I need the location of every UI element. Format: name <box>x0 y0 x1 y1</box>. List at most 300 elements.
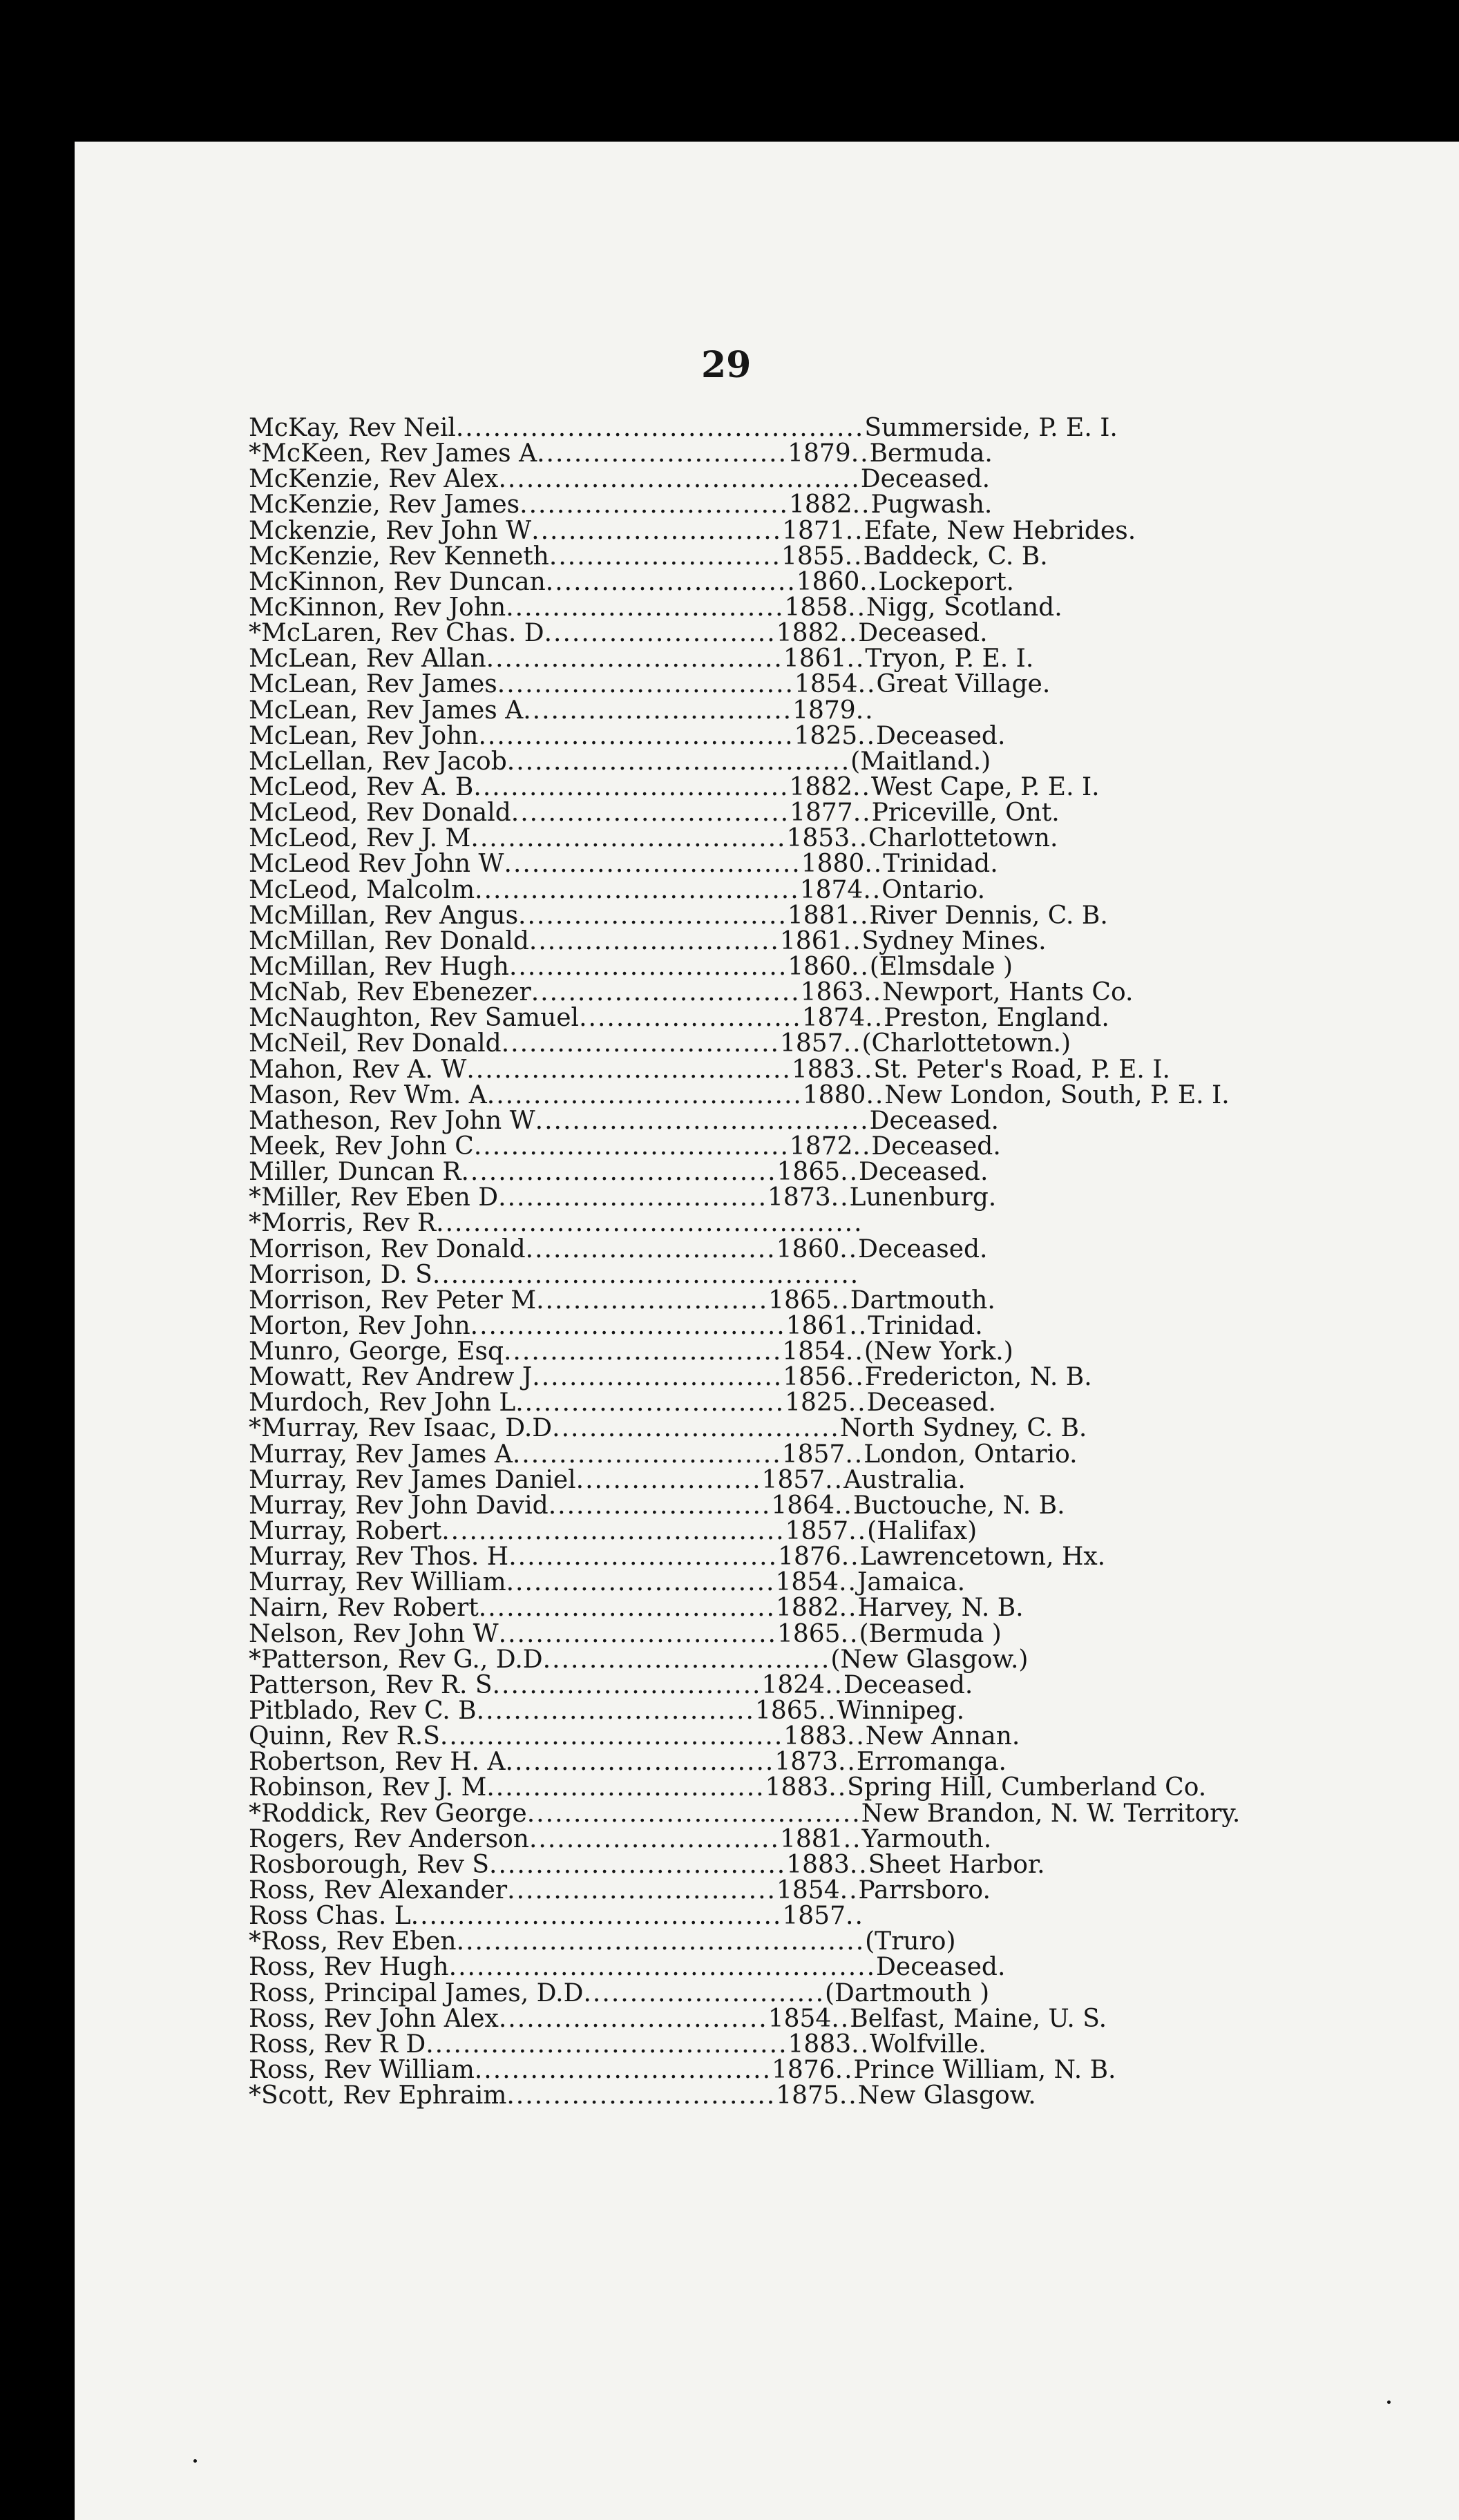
leader-dots: .. <box>851 2030 870 2059</box>
entry-year: 1825 <box>794 721 858 750</box>
leader-dots: .............................................. <box>448 1953 877 1982</box>
entry-name: McNaughton, Rev Samuel <box>249 1004 580 1033</box>
entry-year: 1858 <box>784 593 848 622</box>
register-entry <box>249 518 1423 544</box>
register-entry <box>249 1878 1423 1903</box>
entry-year: 1877 <box>790 799 853 828</box>
entry-year: 1882 <box>775 1594 839 1623</box>
leader-dots: ........................... <box>528 1824 780 1853</box>
leader-dots: .. <box>850 824 869 853</box>
leader-dots: .. <box>825 1465 844 1494</box>
leader-dots: ............................. <box>498 1183 768 1212</box>
register-entry <box>249 1903 1423 1929</box>
register-entry <box>249 671 1423 697</box>
register-entry <box>249 1543 1423 1572</box>
register-entry <box>249 415 1423 441</box>
entry-place: Sydney Mines. <box>861 926 1047 955</box>
entry-place: Harvey, N. B. <box>857 1594 1024 1623</box>
entry-place: Pugwash. <box>870 490 993 519</box>
leader-dots: .. <box>839 1876 859 1905</box>
entry-name: McLellan, Rev Jacob <box>249 747 507 776</box>
leader-dots: .. <box>846 1363 865 1392</box>
leader-dots: ....................................... <box>498 465 861 494</box>
register-entry <box>249 645 1423 674</box>
leader-dots: ............................. <box>505 1748 775 1777</box>
leader-dots: .. <box>849 1850 868 1879</box>
entry-name: Ross, Rev William <box>249 2056 475 2084</box>
register-entry <box>249 877 1423 903</box>
entry-name: McKay, Rev Neil <box>249 414 456 442</box>
entry-name: Patterson, Rev R. S <box>249 1670 493 1699</box>
entry-name: Morrison, Rev Peter M <box>249 1286 537 1315</box>
register-entry <box>249 1595 1423 1621</box>
leader-dots: .. <box>843 926 862 955</box>
entry-place: Newport, Hants Co. <box>882 978 1134 1007</box>
leader-dots: .. <box>848 1517 868 1546</box>
leader-dots: .. <box>831 2004 850 2033</box>
entry-place: Lockeport. <box>878 567 1014 596</box>
entry-year: 1857 <box>780 1029 843 1058</box>
leader-dots: .. <box>850 952 870 981</box>
ink-speck <box>1387 2400 1391 2404</box>
register-entry <box>249 1569 1423 1595</box>
leader-dots: ........................... <box>525 1234 776 1263</box>
entry-year: 1864 <box>771 1491 835 1520</box>
leader-dots: ........................... <box>528 926 780 955</box>
leader-dots: ........................... <box>531 516 783 545</box>
entry-name: Pitblado, Rev C. B <box>249 1697 477 1726</box>
entry-name: Mckenzie, Rev John W <box>249 516 532 545</box>
leader-dots: ..................................... <box>441 1517 785 1546</box>
leader-dots: .................................. <box>473 772 790 801</box>
entry-year: 1860 <box>796 567 860 596</box>
entry-year: 1863 <box>800 978 864 1007</box>
entry-place: New Glasgow. <box>857 2081 1036 2110</box>
entry-place: Charlottetown. <box>868 824 1058 853</box>
entry-year: 1871 <box>782 516 846 545</box>
entry-name: *Miller, Rev Eben D <box>249 1183 499 1212</box>
register-entry <box>249 1929 1423 1954</box>
leader-dots: .. <box>850 901 870 930</box>
entry-name: Morrison, Rev Donald <box>249 1234 526 1263</box>
entry-name: McKinnon, Rev Duncan <box>249 567 546 596</box>
leader-dots: ............................. <box>508 1543 779 1572</box>
leader-dots: ............................. <box>506 1568 776 1597</box>
leader-dots: .............................. <box>503 1337 783 1366</box>
entry-name: Quinn, Rev R.S <box>249 1722 440 1751</box>
entry-name: Ross, Rev R D <box>249 2030 426 2059</box>
leader-dots: .................................... <box>535 1106 870 1135</box>
leader-dots: .. <box>830 1183 850 1212</box>
entry-name: Murray, Rev Thos. H <box>249 1543 509 1572</box>
leader-dots: .................................. <box>470 824 787 853</box>
leader-dots: ................................ <box>504 850 801 879</box>
entry-name: Murray, Robert <box>249 1517 442 1546</box>
register-entry <box>249 1954 1423 1980</box>
leader-dots: .............................. <box>486 1773 765 1802</box>
entry-place: Deceased. <box>843 1670 973 1699</box>
leader-dots: .............................. <box>511 799 790 828</box>
entry-place: (Halifax) <box>867 1517 978 1546</box>
entry-year: 1861 <box>779 926 843 955</box>
entry-place: Parrsboro. <box>858 1876 991 1905</box>
entry-place: Dartmouth. <box>850 1286 995 1315</box>
register-entry <box>249 1388 1423 1418</box>
entry-year: 1857 <box>761 1465 826 1494</box>
leader-dots: .................................. <box>473 1132 790 1161</box>
register-entry <box>249 723 1423 749</box>
entry-year: 1865 <box>768 1286 832 1315</box>
entry-place: Buctouche, N. B. <box>852 1491 1065 1520</box>
entry-year: 1860 <box>788 952 851 981</box>
register-entry <box>249 1082 1423 1108</box>
entry-place: Deceased. <box>859 1158 989 1187</box>
entry-place: London, Ontario. <box>864 1440 1078 1469</box>
leader-dots: .. <box>864 978 883 1007</box>
entry-place: Efate, New Hebrides. <box>864 516 1136 545</box>
entry-name: McMillan, Rev Angus <box>249 901 519 930</box>
entry-place: Trinidad. <box>883 850 998 879</box>
entry-year: 1854 <box>767 2004 832 2033</box>
entry-name: Murray, Rev William <box>249 1568 506 1597</box>
entry-year: 1883 <box>791 1055 855 1084</box>
leader-dots: ............................. <box>531 978 801 1007</box>
leader-dots: .. <box>835 2056 854 2084</box>
entry-year: 1825 <box>785 1388 848 1418</box>
entry-name: McLean, Rev James A <box>249 696 524 725</box>
leader-dots: .................................. <box>461 1158 777 1187</box>
leader-dots: ........................... <box>545 567 797 596</box>
entry-place: Baddeck, C. B. <box>863 542 1048 571</box>
register-entry <box>249 1467 1423 1493</box>
register-entry <box>249 799 1423 828</box>
leader-dots: .. <box>844 542 864 571</box>
entry-place: Deceased. <box>866 1388 996 1418</box>
entry-name: McLean, Rev John <box>249 721 479 750</box>
leader-dots: ............................. <box>506 2081 776 2110</box>
entry-year: 1824 <box>761 1670 826 1699</box>
register-entry <box>249 1057 1423 1082</box>
entry-place: Spring Hill, Cumberland Co. <box>847 1773 1207 1802</box>
leader-dots: ............................. <box>507 1876 776 1905</box>
register-entry <box>249 1647 1423 1672</box>
register-entry <box>249 2006 1423 2032</box>
entry-place: Winnipeg. <box>837 1697 965 1726</box>
leader-dots: ................................... <box>475 875 800 904</box>
entry-place: Deceased. <box>876 1953 1006 1982</box>
entry-place: Deceased. <box>871 1132 1001 1161</box>
entry-place: Sheet Harbor. <box>868 1850 1045 1879</box>
leader-dots: .. <box>850 439 870 468</box>
entry-name: Morton, Rev John <box>249 1311 470 1340</box>
register-entry <box>249 441 1423 466</box>
entry-year: 1865 <box>776 1158 841 1187</box>
leader-dots: ................................ <box>489 1850 787 1879</box>
leader-dots: .................................. <box>470 1311 786 1340</box>
entry-place: Deceased. <box>860 465 991 494</box>
entry-name: Meek, Rev John C <box>249 1132 474 1161</box>
register-entry <box>249 851 1423 877</box>
entry-place: (Bermuda ) <box>859 1619 1002 1648</box>
leader-dots: .................................. <box>486 1080 803 1109</box>
entry-place: Wolfville. <box>870 2030 986 2059</box>
register-entry <box>249 1031 1423 1056</box>
leader-dots: .. <box>843 1824 862 1853</box>
leader-dots: ............................................ <box>455 414 865 442</box>
entry-place: (New York.) <box>864 1337 1013 1366</box>
entry-name: Nairn, Rev Robert <box>249 1594 479 1623</box>
leader-dots: ........................ <box>548 1491 772 1520</box>
register-entry <box>249 1415 1423 1441</box>
entry-place: (Elmsdale ) <box>869 952 1013 981</box>
entry-place: Deceased. <box>876 721 1006 750</box>
leader-dots: ............................. <box>523 696 793 725</box>
entry-name: Murray, Rev John David <box>249 1491 549 1520</box>
entry-name: Mowatt, Rev Andrew J <box>249 1363 533 1392</box>
register-entry <box>249 1339 1423 1364</box>
entry-place: (Charlottetown.) <box>861 1029 1071 1058</box>
entry-name: Robinson, Rev J. M <box>249 1773 487 1802</box>
register-entry <box>249 620 1423 646</box>
register-entry <box>249 1185 1423 1210</box>
entry-name: Murray, Rev James A <box>249 1440 513 1469</box>
entry-place: Lunenburg. <box>849 1183 997 1212</box>
register-entry <box>249 1826 1423 1852</box>
entry-place: West Cape, P. E. I. <box>870 772 1100 801</box>
entry-year: 1881 <box>787 901 851 930</box>
leader-dots: .. <box>845 1440 864 1469</box>
entry-place: New London, South, P. E. I. <box>884 1080 1230 1109</box>
entry-year: 1865 <box>754 1697 819 1726</box>
entry-name: *McKeen, Rev James A <box>249 439 537 468</box>
entry-name: McLean, Rev Allan <box>249 645 486 674</box>
entry-name: Murray, Rev James Daniel <box>249 1465 576 1494</box>
entry-year: 1882 <box>776 619 840 648</box>
leader-dots: .............................................. <box>436 1209 864 1238</box>
leader-dots: ............................... <box>552 1414 840 1443</box>
entry-year: 1853 <box>786 824 850 853</box>
entry-place: North Sydney, C. B. <box>839 1414 1087 1443</box>
entry-name: Morrison, D. S <box>249 1260 432 1289</box>
entry-name: Ross, Rev John Alex <box>249 2004 499 2033</box>
leader-dots: .. <box>857 670 877 699</box>
register-entry <box>249 1724 1423 1749</box>
register-entry <box>249 1852 1423 1878</box>
register-entry <box>249 2057 1423 2083</box>
leader-dots: .. <box>845 516 864 545</box>
register-entry <box>249 595 1423 620</box>
leader-dots: ............................................ <box>456 1927 866 1956</box>
entry-name: McLeod, Rev J. M <box>249 824 471 853</box>
register-entry <box>249 1134 1423 1159</box>
entry-year: 1854 <box>776 1876 840 1905</box>
page <box>75 142 1459 2520</box>
leader-dots: ......................... <box>544 619 776 648</box>
leader-dots: .. <box>839 1568 857 1597</box>
entry-name: McMillan, Rev Donald <box>249 926 529 955</box>
leader-dots: ......................... <box>549 542 781 571</box>
leader-dots: ............................. <box>518 901 788 930</box>
leader-dots: .. <box>840 1619 859 1648</box>
entry-place: Trinidad. <box>868 1311 983 1340</box>
register-entry <box>249 698 1423 723</box>
register-entry <box>249 774 1423 800</box>
entry-year: 1874 <box>799 875 864 904</box>
leader-dots: ......................... <box>536 1286 769 1315</box>
entry-year: 1883 <box>765 1773 829 1802</box>
leader-dots: .............................. <box>506 593 785 622</box>
register-entry <box>249 1108 1423 1134</box>
register-entry <box>249 749 1423 774</box>
register-entry <box>249 1672 1423 1698</box>
leader-dots: .. <box>849 1311 868 1340</box>
entry-year: 1872 <box>789 1132 853 1161</box>
leader-dots: .. <box>855 1055 874 1084</box>
entry-place: Australia. <box>843 1465 966 1494</box>
register-entry <box>249 980 1423 1005</box>
leader-dots: .. <box>841 1543 860 1572</box>
register-entry <box>249 1288 1423 1313</box>
entry-place: Tryon, P. E. I. <box>865 645 1034 674</box>
register-entry <box>249 1442 1423 1467</box>
leader-dots: .. <box>839 2081 858 2110</box>
leader-dots: .. <box>859 567 879 596</box>
entry-place: Deceased. <box>858 1234 988 1263</box>
entry-name: *Scott, Rev Ephraim <box>249 2081 507 2110</box>
entry-place: Lawrencetown, Hx. <box>859 1543 1106 1572</box>
register-entry <box>249 569 1423 595</box>
entry-name: Mahon, Rev A. W <box>249 1055 467 1084</box>
entry-year: 1857 <box>781 1440 846 1469</box>
entry-name: Ross, Principal James, D.D <box>249 1978 584 2007</box>
entry-name: McNab, Rev Ebenezer <box>249 978 531 1007</box>
entry-place: Ontario. <box>881 875 986 904</box>
entry-name: Munro, George, Esq <box>249 1337 504 1366</box>
leader-dots: .. <box>852 1132 872 1161</box>
entry-name: *Morris, Rev R <box>249 1209 437 1238</box>
register-entry <box>249 1621 1423 1647</box>
page-number: 29 <box>701 344 752 386</box>
entry-place: Summerside, P. E. I. <box>864 414 1118 442</box>
register-entry <box>249 954 1423 980</box>
entry-year: 1873 <box>774 1748 838 1777</box>
entry-place: River Dennis, C. B. <box>869 901 1108 930</box>
leader-dots: ............................. <box>492 1670 762 1699</box>
entry-name: Nelson, Rev John W <box>249 1619 499 1648</box>
entry-place: Priceville, Ont. <box>871 799 1060 828</box>
leader-dots: .. <box>837 1748 857 1777</box>
leader-dots: ........................ <box>579 1004 802 1033</box>
leader-dots: ....................................... <box>426 2030 788 2059</box>
entry-year: 1880 <box>802 1080 866 1109</box>
entry-year: 1882 <box>788 490 852 519</box>
entry-place: Erromanga. <box>856 1748 1007 1777</box>
leader-dots: .. <box>852 490 871 519</box>
leader-dots: ..................................... <box>439 1722 784 1751</box>
leader-dots: .. <box>857 721 877 750</box>
register-entry <box>249 1980 1423 2006</box>
entry-year: 1876 <box>772 2056 835 2084</box>
leader-dots: .. <box>840 1158 859 1187</box>
entry-year: 1857 <box>785 1517 849 1546</box>
leader-dots: ............................. <box>515 1388 785 1418</box>
entry-place: Fredericton, N. B. <box>864 1363 1092 1392</box>
register-entry <box>249 825 1423 851</box>
entry-name: McLeod, Malcolm <box>249 875 475 904</box>
leader-dots: .. <box>828 1773 848 1802</box>
leader-dots: .............................................. <box>432 1260 860 1289</box>
entry-year: 1865 <box>776 1619 841 1648</box>
entry-name: McKenzie, Rev James <box>249 490 520 519</box>
register-entry <box>249 492 1423 517</box>
entry-place: (Dartmouth ) <box>825 1978 990 2007</box>
leader-dots: .............................. <box>501 1029 780 1058</box>
entry-year: 1854 <box>782 1337 846 1366</box>
entry-place: Yarmouth. <box>861 1824 992 1853</box>
leader-dots: .. <box>834 1491 853 1520</box>
leader-dots: .. <box>839 1234 859 1263</box>
leader-dots: ............................. <box>498 2004 768 2033</box>
entry-name: Ross, Rev Alexander <box>249 1876 508 1905</box>
leader-dots: ............................. <box>519 490 789 519</box>
leader-dots: .. <box>848 593 867 622</box>
leader-dots: ........................... <box>537 439 788 468</box>
entry-year: 1855 <box>781 542 845 571</box>
entry-name: *Ross, Rev Eben <box>249 1927 457 1956</box>
entry-year: 1879 <box>792 696 856 725</box>
register-list <box>249 415 1423 2108</box>
register-entry <box>249 1234 1423 1263</box>
leader-dots: ................................ <box>497 670 794 699</box>
leader-dots: .. <box>843 1029 862 1058</box>
entry-year: 1875 <box>776 2081 839 2110</box>
leader-dots: .. <box>852 799 872 828</box>
leader-dots: .. <box>864 850 884 879</box>
entry-year: 1879 <box>788 439 851 468</box>
entry-name: McLeod Rev John W <box>249 850 504 879</box>
register-entry <box>249 1313 1423 1339</box>
leader-dots: ................................... <box>466 1055 792 1084</box>
leader-dots: .. <box>831 1286 850 1315</box>
leader-dots: .. <box>839 619 859 648</box>
leader-dots: ............................... <box>542 1645 831 1674</box>
register-entry <box>249 1364 1423 1390</box>
leader-dots: .. <box>818 1697 837 1726</box>
entry-year: 1882 <box>789 772 853 801</box>
leader-dots: ................................ <box>486 645 783 674</box>
leader-dots: .. <box>846 1722 866 1751</box>
register-entry <box>249 1262 1423 1288</box>
entry-year: 1854 <box>794 670 858 699</box>
entry-name: *McLaren, Rev Chas. D <box>249 619 544 648</box>
leader-dots: .. <box>845 1337 864 1366</box>
entry-place: Preston, England. <box>884 1004 1109 1033</box>
entry-name: Ross, Rev Hugh <box>249 1953 449 1982</box>
entry-name: McNeil, Rev Donald <box>249 1029 502 1058</box>
leader-dots: .. <box>848 1388 867 1418</box>
entry-year: 1883 <box>783 1722 847 1751</box>
register-entry <box>249 1493 1423 1518</box>
leader-dots: .. <box>865 1004 884 1033</box>
entry-name: *Roddick, Rev George <box>249 1799 527 1828</box>
leader-dots: .. <box>839 1594 858 1623</box>
register-entry <box>249 466 1423 492</box>
entry-year: 1883 <box>788 2030 852 2059</box>
register-entry <box>249 1159 1423 1185</box>
entry-year: 1861 <box>785 1311 850 1340</box>
entry-year: 1873 <box>767 1183 831 1212</box>
entry-place: New Brandon, N. W. Territory. <box>861 1799 1241 1828</box>
